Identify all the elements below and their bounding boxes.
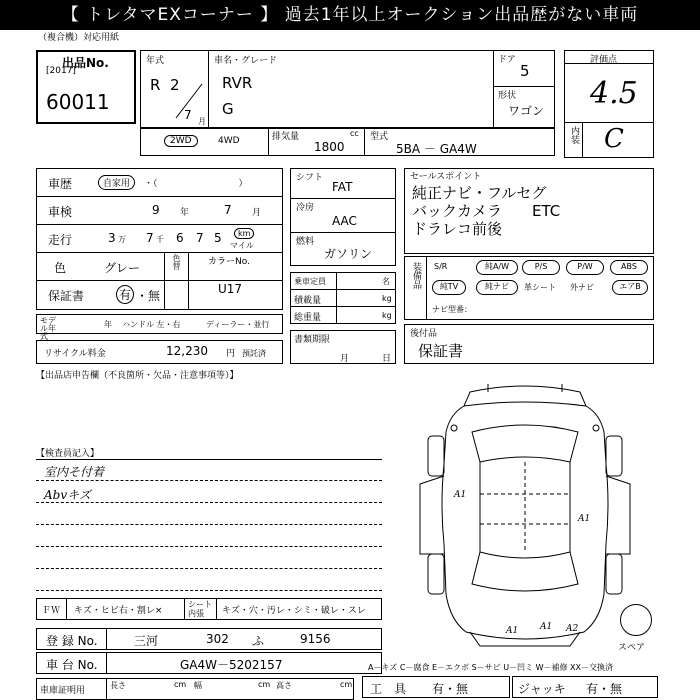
body-shape-value: ワゴン: [508, 104, 545, 118]
car-outline: [420, 384, 630, 646]
dealer-notes-label: 【出品店申告欄（不良箇所・欠品・注意事項等）】: [36, 371, 239, 381]
score-value: 4.5: [590, 76, 638, 111]
lot-label: 出品No.: [62, 56, 109, 70]
drive-4wd: 4WD: [218, 136, 240, 146]
load-label: 積載量: [294, 296, 322, 306]
equip-pw: P/W: [566, 260, 604, 275]
ac-label: 冷房: [296, 203, 315, 213]
cert-length-unit: cm: [174, 680, 187, 689]
inspection-month-unit: 月: [252, 208, 262, 218]
interior-label: 内装: [569, 126, 579, 144]
equip-aftermarket-navi: 外ナビ: [570, 283, 594, 292]
color-value: グレー: [104, 261, 141, 275]
recycle-value: 12,230: [166, 344, 208, 358]
doors-label: ドア: [498, 55, 516, 65]
equip-leather-seat: 革シート: [524, 283, 556, 292]
doc-expiry-label: 書類期限: [294, 335, 331, 345]
history-value: 自家用: [98, 175, 135, 190]
inspection-label: 車検: [48, 205, 73, 219]
equip-airbag: エアB: [612, 280, 648, 295]
cert-length: 長さ: [110, 681, 126, 690]
equip-alloy-wheel: 純A/W: [476, 260, 518, 275]
shift-value: FAT: [332, 180, 353, 194]
inspection-month: 7: [224, 203, 232, 217]
equip-ps: P/S: [522, 260, 560, 275]
drive-2wd: 2WD: [164, 135, 198, 147]
mileage-hyaku: 6: [176, 231, 184, 245]
equip-navi: 純ナビ: [476, 280, 518, 295]
car-name-label: 車名・グレード: [214, 56, 278, 66]
year-era: R: [150, 76, 161, 94]
inspector-label: 【検査員記入】: [36, 449, 100, 459]
jack-label: ジャッキ: [518, 682, 566, 696]
mileage-sen-unit: 千: [156, 235, 164, 244]
drive-row: [140, 128, 555, 156]
inspector-line-1: 室内そ付着: [44, 465, 105, 479]
load-unit: kg: [382, 294, 392, 303]
color-change-label: 色替: [172, 254, 181, 270]
mileage-ju: 7: [196, 231, 204, 245]
inspector-line-2: Abvキズ: [44, 488, 91, 502]
sales-point-line-2: バックカメラ ETC: [412, 202, 561, 220]
color-code-label: カラーNo.: [208, 257, 250, 267]
inspection-year-unit: 年: [180, 208, 190, 218]
recycle-label: リサイクル料金: [44, 349, 106, 359]
color-code: U17: [218, 282, 243, 296]
registration-number: 9156: [300, 632, 331, 646]
damage-mark-1: A1: [454, 490, 467, 500]
car-name: RVR: [222, 74, 253, 92]
fw-label: ＦＷ: [42, 606, 61, 616]
fuel-value: ガソリン: [324, 247, 373, 261]
registration-kana: ふ: [252, 634, 265, 648]
cert-height: 高さ: [276, 681, 292, 690]
mileage-label: 走行: [48, 233, 73, 247]
mileage-sen: 7: [146, 231, 154, 245]
year-value: 2: [170, 76, 180, 94]
tools-value: 有・無: [432, 682, 469, 696]
model-type-dealer: ディーラー・並行: [206, 320, 270, 329]
lot-year-tag: [2017]: [46, 66, 76, 76]
fw-text: キズ・ヒビ右・割レ×: [74, 606, 163, 616]
displacement-unit: cc: [350, 129, 359, 138]
banner-title: 【 トレタマEXコーナー 】 過去1年以上オークション出品歴がない車両: [0, 0, 700, 30]
equip-tv: 純TV: [432, 280, 466, 295]
month-value: 7: [184, 108, 192, 122]
fw-seat-label: シート内張: [188, 600, 212, 618]
model-type-year: 年: [104, 320, 112, 329]
history-label: 車歴: [48, 177, 73, 191]
recycle-unit: 円: [226, 349, 236, 359]
spare-label: スペア: [618, 643, 646, 653]
model-type-handle: ハンドル 左・右: [122, 320, 181, 329]
fw-seat-text: キズ・穴・汚レ・シミ・破レ・スレ: [222, 606, 366, 616]
cert-label: 車庫証明用: [40, 686, 86, 696]
sales-point-line-3: ドラレコ前後: [412, 220, 503, 238]
fuel-label: 燃料: [296, 237, 315, 247]
sales-points-label: セールスポイント: [410, 172, 482, 182]
recycle-note: 預託済: [242, 349, 266, 358]
displacement-value: 1800: [314, 140, 345, 154]
damage-mark-2: A1: [578, 514, 591, 524]
year-label: 年式: [146, 56, 165, 66]
weight-unit: kg: [382, 311, 392, 320]
model-code-value: 5BA － GA4W: [396, 142, 477, 156]
capacity-unit: 名: [382, 277, 390, 286]
sales-point-line-1: 純正ナビ・フルセグ: [412, 184, 547, 202]
car-grade: G: [222, 100, 234, 118]
mileage-unit-mile: マイル: [230, 241, 254, 250]
registration-label: 登 録 No.: [46, 634, 98, 648]
damage-mark-3: A1: [506, 626, 519, 636]
equip-abs: ABS: [610, 260, 648, 275]
mileage-man: 3: [108, 231, 116, 245]
ac-value: AAC: [332, 214, 357, 228]
tools-label: 工 具: [370, 682, 407, 696]
color-label: 色: [54, 261, 67, 275]
model-code-label: 型式: [370, 132, 389, 142]
mileage-man-unit: 万: [118, 235, 126, 244]
damage-mark-5: A2: [566, 624, 579, 634]
doc-expiry-day: 日: [382, 354, 392, 364]
doc-expiry-month: 月: [340, 354, 350, 364]
month-unit: 月: [198, 117, 206, 126]
interior-value: C: [604, 124, 624, 154]
warranty-yes: 有: [116, 285, 134, 304]
cert-width: 幅: [194, 681, 202, 690]
registration-region: 三河: [134, 634, 159, 648]
equip-sr: S/R: [434, 262, 448, 271]
equip-navi-model: ナビ型番：: [432, 305, 472, 314]
warranty-label: 保証書: [48, 289, 85, 303]
shift-label: シフト: [296, 173, 324, 183]
cert-height-unit: cm: [340, 680, 353, 689]
top-note: （複合機）対応用紙: [38, 33, 120, 43]
car-damage-diagram: [410, 384, 640, 650]
after-parts-label: 後付品: [410, 329, 438, 339]
mileage-unit-km: km: [234, 228, 254, 239]
doors-value: 5: [520, 62, 530, 80]
equipment-label: 装備品: [411, 262, 421, 289]
registration-class: 302: [206, 632, 229, 646]
displacement-label: 排気量: [272, 132, 300, 142]
damage-mark-4: A1: [540, 622, 553, 632]
body-shape-label: 形状: [498, 91, 517, 101]
score-label: 評価点: [590, 55, 618, 65]
lot-number: 60011: [46, 90, 110, 114]
mileage-ichi: 5: [214, 231, 222, 245]
after-parts-value: 保証書: [418, 342, 464, 360]
weight-label: 総重量: [294, 313, 322, 323]
damage-legend: A－キズ C－腐食 E－エクボ S－サビ U－凹ミ W－補修 XX－交換済: [368, 663, 614, 672]
jack-value: 有・無: [586, 682, 623, 696]
chassis-value: GA4W－5202157: [180, 658, 283, 672]
model-type-label: モデル年式: [40, 316, 56, 341]
cert-width-unit: cm: [258, 680, 271, 689]
capacity-label: 乗車定員: [294, 277, 326, 286]
warranty-no: ・無: [136, 289, 161, 303]
inspection-year: 9: [152, 203, 160, 217]
chassis-label: 車 台 No.: [46, 658, 98, 672]
history-rest: ・（ ）: [144, 179, 248, 189]
